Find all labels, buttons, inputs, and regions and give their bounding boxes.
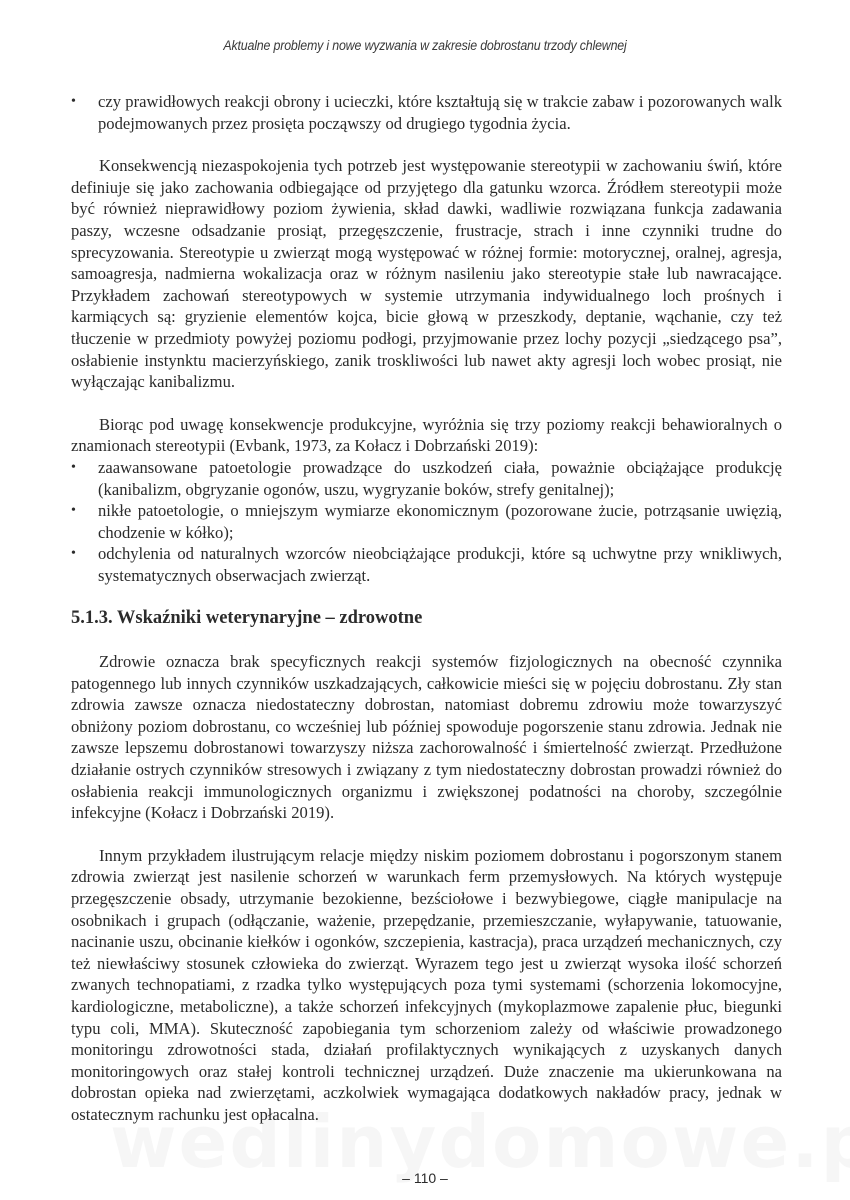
page-body bbox=[71, 91, 782, 1126]
intro-bullet-list bbox=[71, 91, 782, 134]
list-item-text: nikłe patoetologie, o mniejszym wymiarze ekonomicznym (pozorowane żucie, potrząsanie uwięzią, chodzenie w kółko); bbox=[98, 501, 782, 542]
running-head: Aktualne problemy i nowe wyzwania w zakresie dobrostanu trzody chlewnej bbox=[223, 38, 627, 53]
list-item bbox=[71, 500, 782, 543]
list-item bbox=[71, 91, 782, 134]
list-item bbox=[71, 457, 782, 500]
paragraph-health: Zdrowie oznacza brak specyficznych reakcji systemów fizjologicznych na obecność czynnika patogennego lub innych czynników uszkadzających, całkowicie mieści się w pojęciu dobrostanu. Zły stan zdrowia zawsze oznacza niedostateczny dobrostan, natomiast dobremu zdrowiu może towarzyszyć obniżony poziom dobrostanu, co wcześniej lub później spowoduje pogorszenie stanu zdrowia. Jednak nie zawsze lepszemu dobrostanowi towarzyszy niższa zachorowalność i śmiertelność zwierząt. Przedłużone działanie ostrych czynników stresowych i związany z tym niedostateczny dobrostan prowadzi również do osłabienia reakcji immunologicznych organizmu i zwiększonej podatności na choroby, szczególnie infekcyjne (Kołacz i Dobrzański 2019). bbox=[71, 652, 782, 823]
bullet-icon: • bbox=[71, 94, 76, 109]
bullet-icon: • bbox=[71, 503, 76, 519]
paragraph-industrial-farms: Innym przykładem ilustrującym relacje między niskim poziomem dobrostanu i pogorszonym stanem zdrowia zwierząt jest nasilenie schorzeń w warunkach ferm przemysłowych. Na których występuje przegęszczenie obsady, utrzymanie bezokienne, bezściołowe i bezwybiegowe, ciągłe manipulacje na osobnikach i grupach (odłączanie, ważenie, przepędzanie, przemieszczanie, wyłapywanie, tatuowanie, nacinanie uszu, obcinanie kiełków i ogonków, szczepienia, kastracja), praca urządzeń mechanicznych, czy też niewłaściwy stosunek człowieka do zwierząt. Wyrazem tego jest u zwierząt wysoka ilość schorzeń zwanych technopatiami, z rzadka tylko występujących poza tymi systemami (schorzenia lokomocyjne, kardiologiczne, metaboliczne), a także schorzeń infekcyjnych (mykoplazmowe zapalenie płuc, biegunki typu coli, MMA). Skuteczność zapobiegania tym schorzeniom zależy od właściwie prowadzonego monitoringu zdrowotności stada, działań profilaktycznych wynikających z uzyskanych danych monitoringowych oraz stałej kontroli technicznej urządzeń. Duże znaczenie ma ukierunkowana na dobrostan opieka nad zwierzętami, aczkolwiek wymagająca dodatkowych nakładów pracy, jednak w ostatecznym rachunku jest opłacalna. bbox=[71, 845, 782, 1124]
page-number: – 110 – bbox=[402, 1170, 448, 1186]
section-heading: 5.1.3. Wskaźniki weterynaryjne – zdrowotne bbox=[71, 608, 423, 629]
list-item bbox=[71, 543, 782, 586]
bullet-icon: • bbox=[71, 459, 76, 475]
levels-list bbox=[71, 457, 782, 587]
bullet-icon: • bbox=[71, 546, 76, 562]
list-item-text: czy prawidłowych reakcji obrony i ucieczki, które kształtują się w trakcie zabaw i pozorowanych walk podejmowanych przez prosięta począwszy od drugiego tygodnia życia. bbox=[98, 92, 782, 133]
list-item-text: zaawansowane patoetologie prowadzące do uszkodzeń ciała, poważnie obciążające produkcję (kanibalizm, obgryzanie ogonów, uszu, wygryzanie boków, strefy genitalnej); bbox=[98, 457, 782, 499]
paragraph-levels-intro: Biorąc pod uwagę konsekwencje produkcyjne, wyróżnia się trzy poziomy reakcji behawioralnych o znamionach stereotypii (Evbank, 1973, za Kołacz i Dobrzański 2019): bbox=[71, 414, 782, 456]
list-item-text: odchylenia od naturalnych wzorców nieobciążające produkcji, które są uchwytne przy wnikliwych, systematycznych obserwacjach zwierząt. bbox=[98, 544, 782, 585]
paragraph-stereotypies: Konsekwencją niezaspokojenia tych potrzeb jest występowanie stereotypii w zachowaniu świń, które definiuje się jako zachowania odbiegające od przyjętego dla gatunku wzorca. Źródłem stereotypii może być również nieprawidłowy poziom żywienia, skład dawki, wadliwie rozwiązana funkcja zadawania paszy, wczesne odsadzanie prosiąt, przegęszczenie, frustracje, strach i inne czynniki trudne do sprecyzowania. Stereotypie u zwierząt mogą występować w różnej formie: motorycznej, oralnej, agresja, samoagresja, nadmierna wokalizacja oraz w różnym nasileniu jako stereotypie stałe lub nawracające. Przykładem zachowań stereotypowych w systemie utrzymania indywidualnego loch prośnych i karmiących są: gryzienie elementów kojca, bicie głową w przeszkody, deptanie, wąchanie, czy też tłuczenie w przedmioty powyżej poziomu podłogi, przyjmowanie przez lochy pozycji „siedzącego psa”, osłabienie instynktu macierzyńskiego, zanik troskliwości lub nawet akty agresji loch wobec prosiąt, nie wyłączając kanibalizmu. bbox=[71, 156, 782, 392]
